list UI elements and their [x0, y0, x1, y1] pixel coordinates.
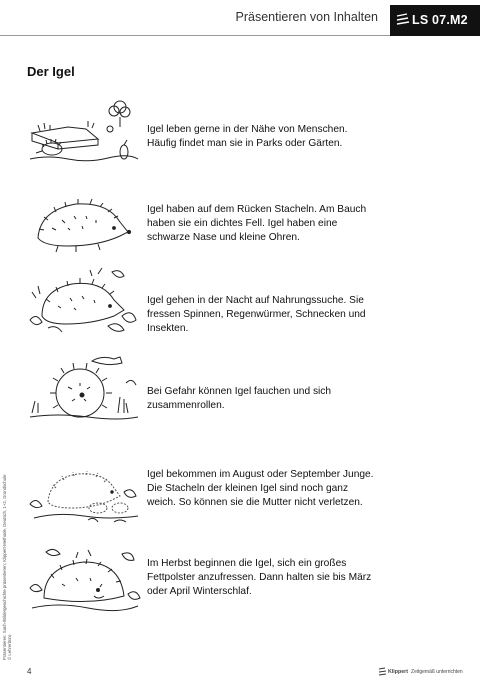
hedgehog-young-illustration	[28, 458, 140, 526]
hedgehog-walking-illustration	[28, 192, 140, 260]
arrow-mark-icon	[396, 14, 410, 26]
header-code-tab	[390, 5, 480, 36]
entry-1-text: Igel leben gerne in der Nähe von Menschen. Häufig findet man sie in Parks oder Gärten.	[147, 124, 348, 150]
publisher-logo-icon	[378, 667, 387, 676]
worksheet-code: LS 07.M2	[412, 13, 468, 27]
header-rule	[0, 35, 390, 36]
copyright-side-note: Präsentieren: Sach-/Bildergeschichte präsentieren; Klippert-Methode, Deutsch, 1+2, Grundschule © Lehrerbüro	[2, 474, 12, 660]
entry-5-text: Igel bekommen im August oder September Junge. Die Stacheln der kleinen Igel sind noch ganz weich. So können sie die Mutter nicht verletzen.	[147, 469, 374, 509]
entry-2-text: Igel haben auf dem Rücken Stacheln. Am Bauch haben sie ein dichtes Fell. Igel haben eine schwarze Nase und kleine Ohren.	[147, 204, 367, 244]
publisher-name: Klippert Zeitgemäß unterrichten	[388, 669, 463, 675]
page-number: 4	[27, 667, 32, 676]
hedgehog-hibernation-illustration	[28, 548, 140, 616]
entry-4-text: Bei Gefahr können Igel fauchen und sich zusammenrollen.	[147, 386, 332, 412]
hedgehog-garden-illustration	[28, 95, 140, 163]
hedgehog-leaves-illustration	[28, 268, 140, 336]
entry-6-text: Im Herbst beginnen die Igel, sich ein großes Fettpolster anzufressen. Dann halten sie bis März oder April Winterschlaf.	[147, 558, 372, 598]
header-title: Präsentieren von Inhalten	[235, 10, 378, 24]
hedgehog-curled-illustration	[28, 355, 140, 423]
section-title: Der Igel	[27, 64, 75, 79]
entry-3-text: Igel gehen in der Nacht auf Nahrungssuche. Sie fressen Spinnen, Regenwürmer, Schnecken und Insekten.	[147, 295, 366, 335]
